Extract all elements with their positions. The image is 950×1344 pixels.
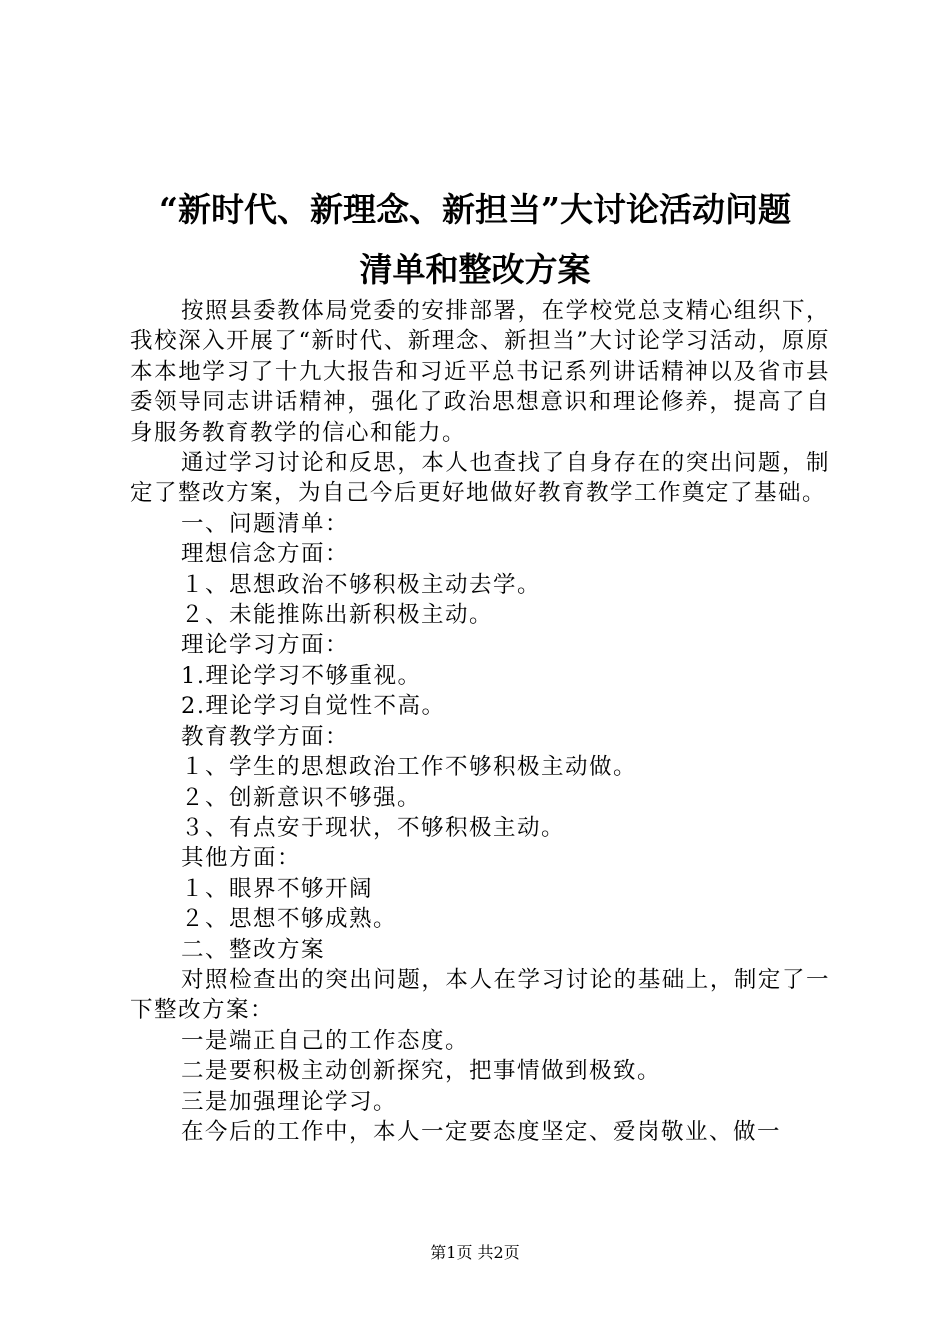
document-title-line-2: 清单和整改方案 — [359, 250, 591, 289]
subheading-theory-study: 理论学习方面： — [181, 632, 350, 659]
list-item: ２、创新意识不够强。 — [181, 784, 422, 811]
list-item: ３、有点安于现状，不够积极主动。 — [181, 814, 566, 841]
page-footer: 第1页 共2页 — [430, 1243, 520, 1262]
document-body — [130, 296, 830, 1147]
list-item: 一是端正自己的工作态度。 — [181, 1027, 470, 1054]
list-item: 二是要积极主动创新探究，把事情做到极致。 — [181, 1058, 662, 1085]
list-item: ２、思想不够成熟。 — [181, 906, 398, 933]
paragraph-reflection: 通过学习讨论和反思，本人也查找了自身存在的突出问题，制定了整改方案，为自己今后更好地做好教育教学工作奠定了基础。 — [130, 450, 830, 507]
paragraph-intro: 按照县委教体局党委的安排部署，在学校党总支精心组织下，我校深入开展了“新时代、新理念、新担当”大讨论学习活动，原原本本地学习了十九大报告和习近平总书记系列讲话精神以及省市县委领导同志讲话精神，强化了政治思想意识和理论修养，提高了自身服务教育教学的信心和能力。 — [130, 298, 830, 446]
list-item: １、眼界不够开阔 — [181, 875, 374, 902]
list-item: 三是加强理论学习。 — [181, 1088, 398, 1115]
list-item: １、思想政治不够积极主动去学。 — [181, 571, 542, 598]
section-heading-problem-list: 一、问题清单： — [181, 510, 350, 537]
list-item: ２、未能推陈出新积极主动。 — [181, 602, 494, 629]
subheading-education-teaching: 教育教学方面： — [181, 723, 350, 750]
document-title-line-1: “新时代、新理念、新担当”大讨论活动问题 — [159, 190, 791, 229]
paragraph-plan-intro: 对照检查出的突出问题，本人在学习讨论的基础上，制定了一下整改方案： — [130, 966, 830, 1024]
subheading-ideals-beliefs: 理想信念方面： — [181, 541, 350, 568]
section-heading-rectification-plan: 二、整改方案 — [181, 936, 326, 963]
list-item: 2.理论学习自觉性不高。 — [181, 693, 446, 720]
paragraph-closing: 在今后的工作中，本人一定要态度坚定、爱岗敬业、做一 — [181, 1118, 782, 1145]
list-item: 1.理论学习不够重视。 — [181, 662, 422, 689]
subheading-other-aspects: 其他方面： — [181, 845, 302, 872]
list-item: １、学生的思想政治工作不够积极主动做。 — [181, 754, 638, 781]
